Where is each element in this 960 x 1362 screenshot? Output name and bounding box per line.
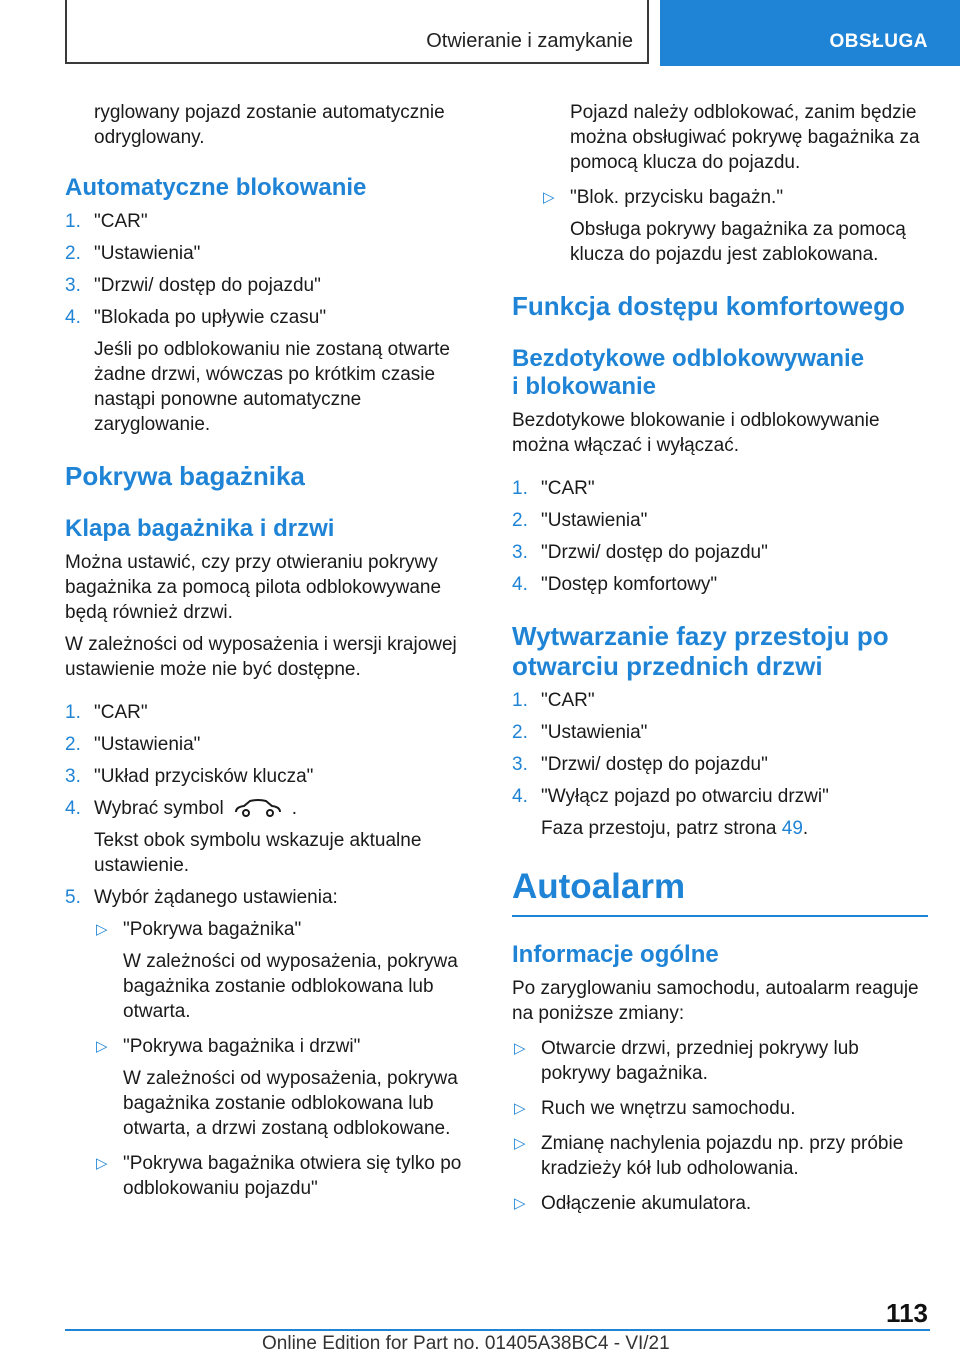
footer-edition: Online Edition for Part no. 01405A38BC4 - VI/21 xyxy=(262,1333,670,1354)
trunk-paragraph-2: W zależności od wyposażenia i wersji krajowej ustawienie może nie być dostępne. xyxy=(65,634,457,680)
triangle-right-icon: ▷ xyxy=(514,1195,526,1212)
list-item: 3. "Drzwi/ dostęp do pojazdu" xyxy=(512,754,768,775)
standby-heading-2: otwarciu przednich drzwi xyxy=(512,651,823,681)
header-tab[interactable] xyxy=(660,0,960,66)
list-item: 2. "Ustawienia" xyxy=(512,510,648,531)
comfort-subheading-1: Bezdotykowe odblokowywanie xyxy=(512,345,865,372)
alarm-heading: Autoalarm xyxy=(512,865,928,917)
standby-note: Faza przestoju, patrz strona 49. xyxy=(541,818,809,839)
bullet-item: ▷ Ruch we wnętrzu samochodu. xyxy=(514,1098,796,1119)
car-top-icon xyxy=(234,798,282,818)
option-item: ▷ "Pokrywa bagażnika otwiera się tylko po odblokowaniu pojazdu" xyxy=(96,1153,462,1199)
trunk-subheading: Klapa bagażnika i drzwi xyxy=(65,515,335,542)
continued-paragraph: Pojazd należy odblokować, zanim będzie można obsługiwać pokrywę bagażnika za pomocą klucza do pojazdu. xyxy=(570,102,920,173)
page-number: 113 xyxy=(886,1298,928,1328)
list-item: 1. "CAR" xyxy=(65,211,148,232)
option-item: ▷ "Pokrywa bagażnika i drzwi" xyxy=(96,1036,361,1057)
list-item: 3. "Drzwi/ dostęp do pojazdu" xyxy=(65,275,321,296)
page-link[interactable]: 49 xyxy=(781,818,803,839)
triangle-right-icon: ▷ xyxy=(514,1135,526,1152)
option-item: ▷ "Blok. przycisku bagażn." xyxy=(543,187,784,208)
trunk-heading: Pokrywa bagażnika xyxy=(65,461,305,491)
list-item: 3. "Układ przycisków klucza" xyxy=(65,766,314,787)
list-item: 3. "Drzwi/ dostęp do pojazdu" xyxy=(512,542,768,563)
option-description: W zależności od wyposażenia, pokrywa bagażnika zostanie odblokowana lub otwarta. xyxy=(123,951,458,1022)
comfort-heading: Funkcja dostępu komfortowego xyxy=(512,291,905,321)
alarm-subheading: Informacje ogólne xyxy=(512,941,719,968)
bullet-item: ▷ Zmianę nachylenia pojazdu np. przy próbie kradzieży kół lub odholowania. xyxy=(514,1133,904,1179)
bullet-item: ▷ Odłączenie akumulatora. xyxy=(514,1193,752,1214)
left-column xyxy=(65,100,475,1201)
list-item: 1. "CAR" xyxy=(512,690,595,711)
footer-divider xyxy=(65,1329,930,1331)
comfort-paragraph: Bezdotykowe blokowanie i odblokowywanie można włączać i wyłączać. xyxy=(512,410,880,456)
right-column xyxy=(512,100,928,1216)
triangle-right-icon: ▷ xyxy=(514,1040,526,1057)
header-frame xyxy=(65,0,649,64)
bullet-item: ▷ Otwarcie drzwi, przedniej pokrywy lub pokrywy bagażnika. xyxy=(514,1038,859,1084)
triangle-right-icon: ▷ xyxy=(543,189,555,206)
list-item: 2. "Ustawienia" xyxy=(65,734,201,755)
list-item: 2. "Ustawienia" xyxy=(65,243,201,264)
auto-lock-heading: Automatyczne blokowanie xyxy=(65,174,367,201)
header-title: Otwieranie i zamykanie xyxy=(426,30,633,52)
standby-heading-1: Wytwarzanie fazy przestoju po xyxy=(512,621,889,651)
list-item: 2. "Ustawienia" xyxy=(512,722,648,743)
triangle-right-icon: ▷ xyxy=(514,1100,526,1117)
option-item: ▷ "Pokrywa bagażnika" xyxy=(96,919,302,940)
option-description: W zależności od wyposażenia, pokrywa bagażnika zostanie odblokowana lub otwarta, a drzwi zostaną odblokowane. xyxy=(123,1068,458,1139)
trunk-paragraph-1: Można ustawić, czy przy otwieraniu pokrywy bagażnika za pomocą pilota odblokowywane będą również drzwi. xyxy=(65,552,442,623)
header-tab-label: OBSŁUGA xyxy=(829,31,928,52)
triangle-right-icon: ▷ xyxy=(96,1155,108,1172)
auto-lock-note: Jeśli po odblokowaniu nie zostaną otwarte żadne drzwi, wówczas po krótkim czasie nastąpi ponowne automatyczne zaryglowanie. xyxy=(94,339,450,435)
list-item: 4. Wybrać symbol . xyxy=(65,798,297,819)
list-item: 5. Wybór żądanego ustawienia: xyxy=(65,887,338,908)
list-item: 1. "CAR" xyxy=(65,702,148,723)
triangle-right-icon: ▷ xyxy=(96,921,108,938)
continued-paragraph: ryglowany pojazd zostanie automatycznie odryglowany. xyxy=(94,102,445,148)
option-description: Obsługa pokrywy bagażnika za pomocą klucza do pojazdu jest zablokowana. xyxy=(570,219,906,265)
list-item: 4. "Blokada po upływie czasu" xyxy=(65,307,327,328)
alarm-paragraph: Po zaryglowaniu samochodu, autoalarm reaguje na poniższe zmiany: xyxy=(512,978,919,1024)
triangle-right-icon: ▷ xyxy=(96,1038,108,1055)
list-item: 4. "Wyłącz pojazd po otwarciu drzwi" xyxy=(512,786,829,807)
symbol-note: Tekst obok symbolu wskazuje aktualne ustawienie. xyxy=(94,830,422,876)
list-item: 4. "Dostęp komfortowy" xyxy=(512,574,718,595)
comfort-subheading-2: i blokowanie xyxy=(512,373,657,400)
list-item: 1. "CAR" xyxy=(512,478,595,499)
